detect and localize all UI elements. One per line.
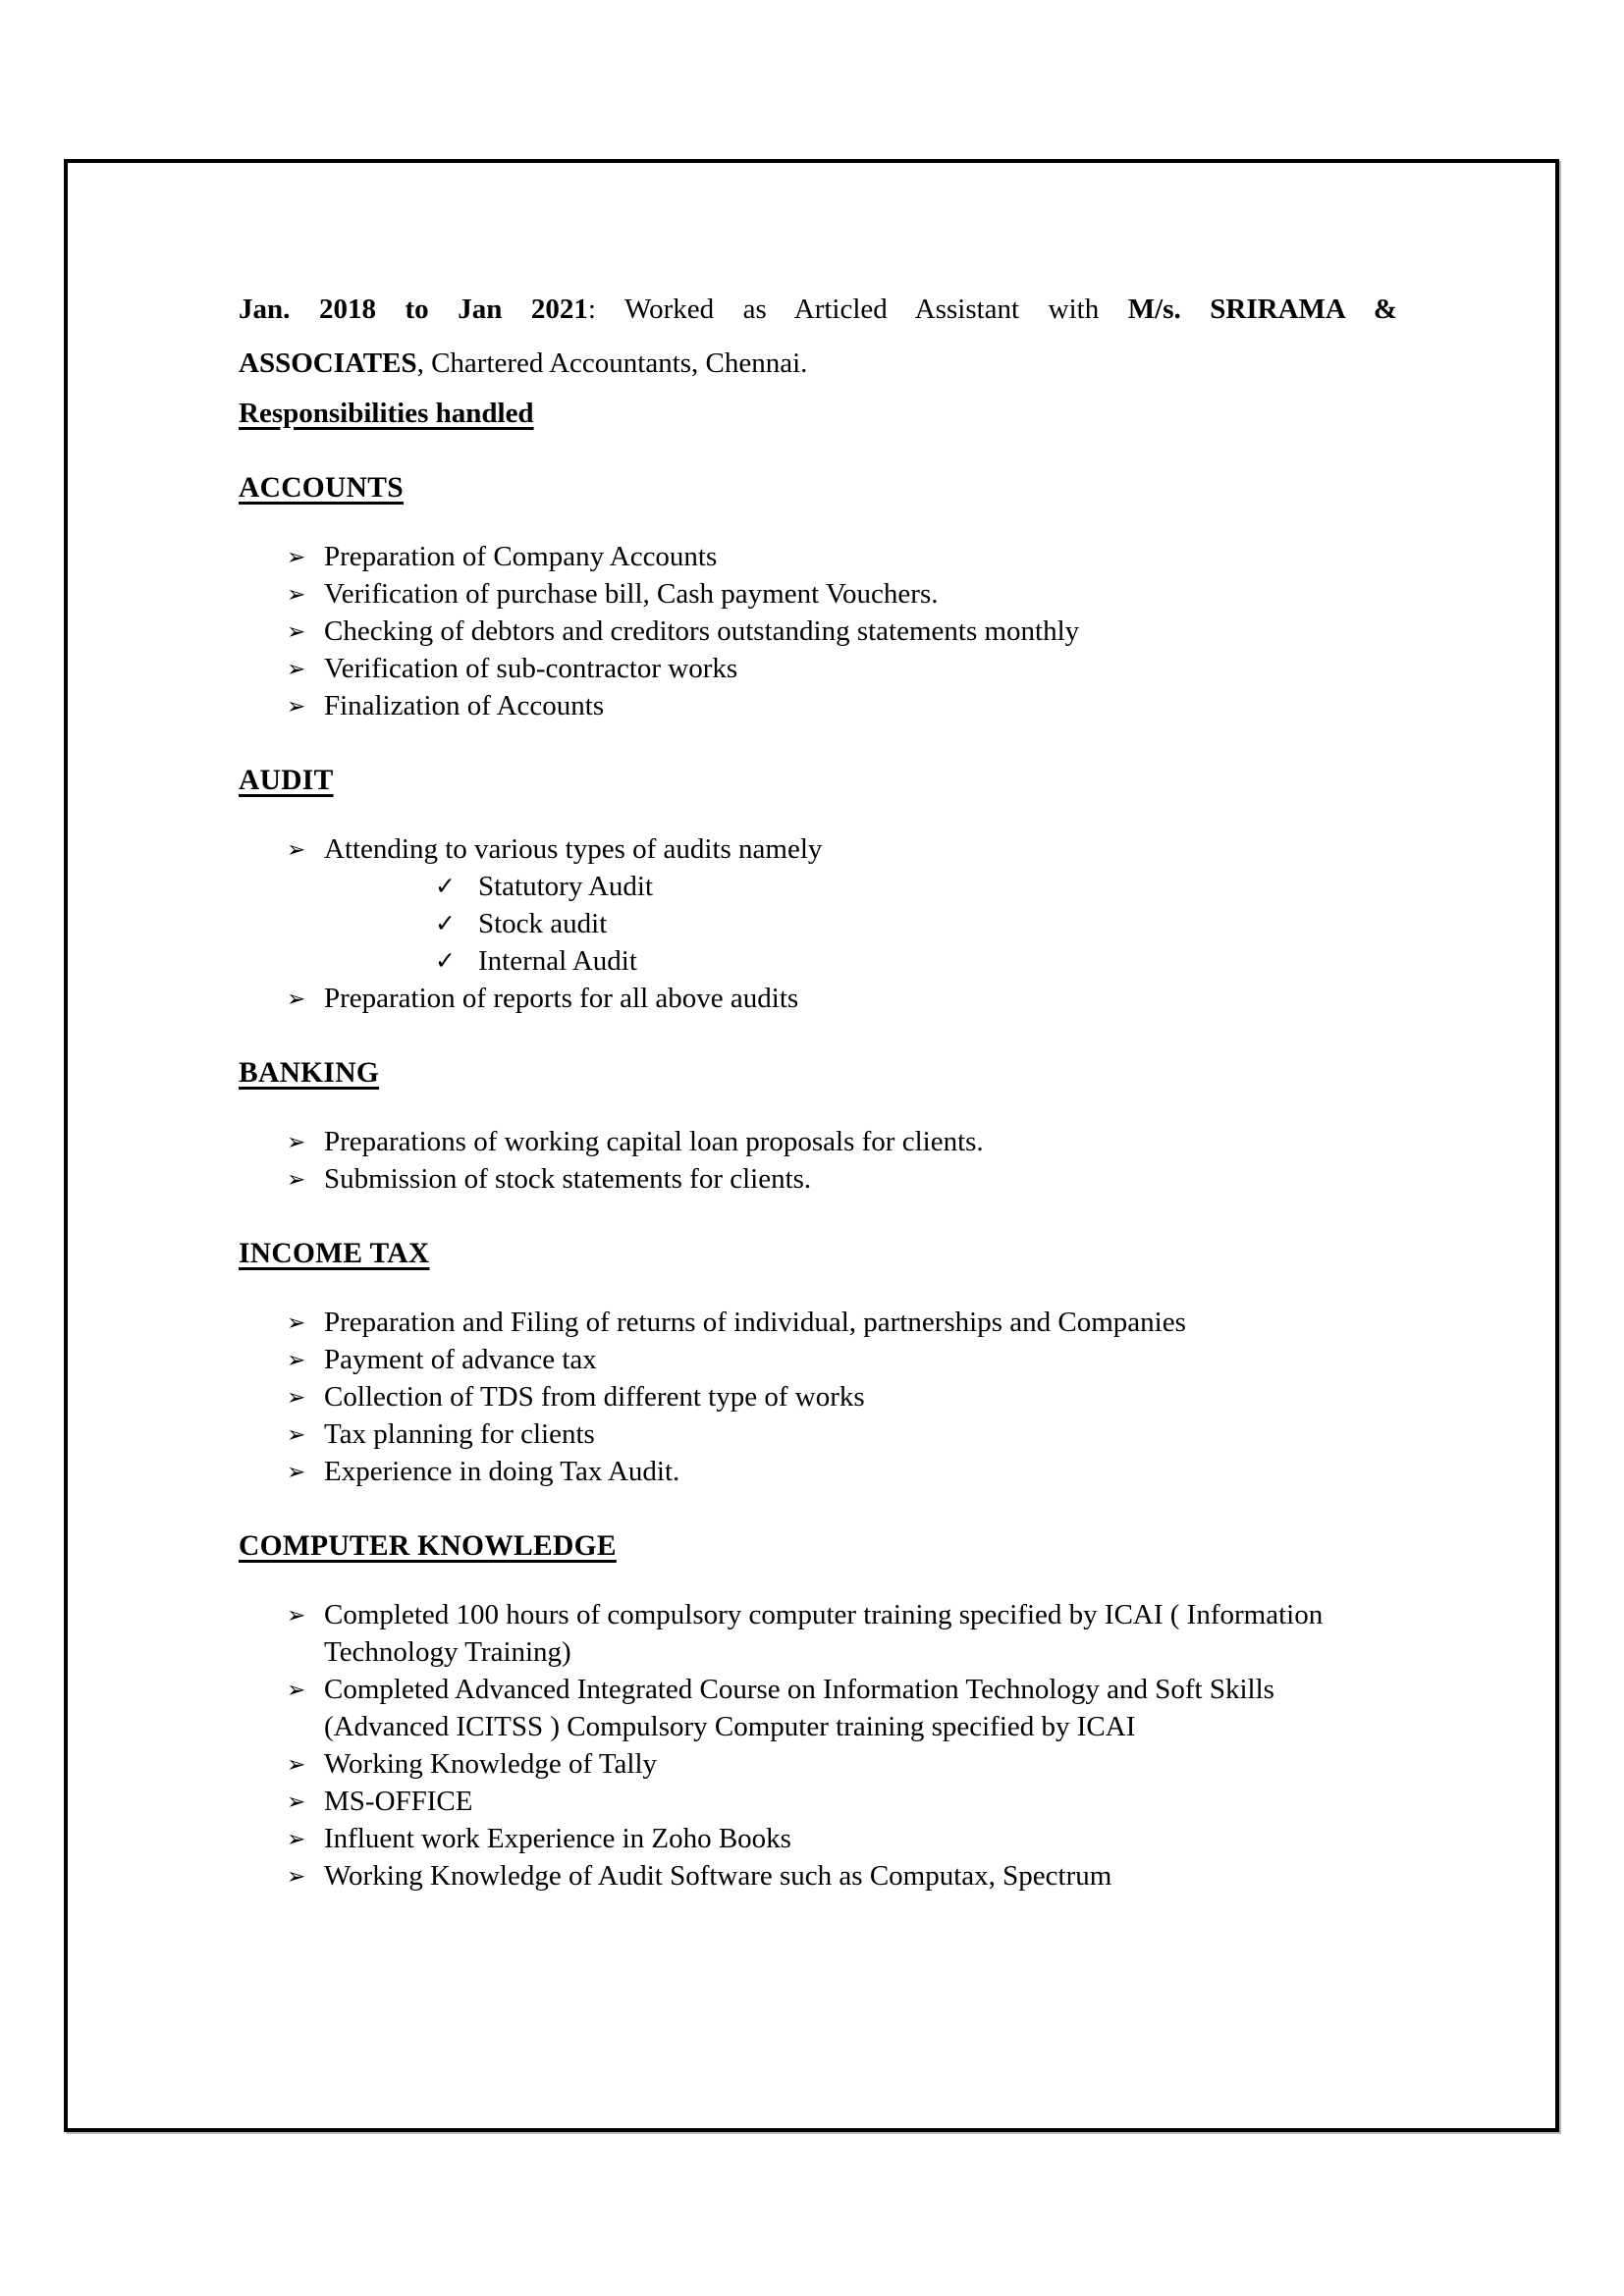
bullet-list <box>239 1123 1397 1198</box>
arrow-bullet-icon: ➢ <box>287 1678 306 1703</box>
arrow-bullet-icon: ➢ <box>287 1603 306 1629</box>
bullet-item <box>239 1783 1397 1820</box>
arrow-bullet-icon: ➢ <box>287 619 306 645</box>
bullet-item <box>239 1415 1397 1453</box>
bullet-item <box>239 1123 1397 1160</box>
bullet-item <box>239 830 1397 868</box>
check-icon: ✓ <box>435 909 456 937</box>
bullet-item <box>239 1453 1397 1490</box>
bullet-item <box>239 1820 1397 1857</box>
check-icon: ✓ <box>435 872 456 900</box>
bullet-text: Checking of debtors and creditors outstanding statements monthly <box>324 615 1080 647</box>
bullet-item <box>239 1341 1397 1378</box>
bullet-text: Payment of advance tax <box>324 1344 597 1375</box>
bullet-text: Preparation of Company Accounts <box>324 541 718 572</box>
bullet-item <box>239 1745 1397 1783</box>
bullet-text: Preparations of working capital loan proposals for clients. <box>324 1126 984 1157</box>
arrow-bullet-icon: ➢ <box>287 987 306 1012</box>
bullet-item <box>239 1378 1397 1415</box>
bullet-text: Working Knowledge of Tally <box>324 1748 658 1780</box>
section-computer-knowledge <box>239 1527 1397 1895</box>
arrow-bullet-icon: ➢ <box>287 1310 306 1336</box>
section-audit <box>239 762 1397 1017</box>
bullet-item <box>239 1671 1397 1745</box>
bullet-item <box>239 687 1397 724</box>
page-content <box>239 283 1397 1895</box>
check-item <box>239 868 1397 905</box>
arrow-bullet-icon: ➢ <box>287 1827 306 1852</box>
arrow-bullet-icon: ➢ <box>287 582 306 608</box>
bullet-text: Verification of sub-contractor works <box>324 653 738 684</box>
bullet-text: MS-OFFICE <box>324 1786 473 1817</box>
bold-text-segment: M/s. SRIRAMA & <box>1127 294 1397 325</box>
bullet-text: Tax planning for clients <box>324 1418 595 1450</box>
bullet-text: Verification of purchase bill, Cash payment Vouchers. <box>324 578 939 610</box>
sections-container <box>239 469 1397 1895</box>
bullet-text: Experience in doing Tax Audit. <box>324 1456 680 1487</box>
arrow-bullet-icon: ➢ <box>287 1385 306 1411</box>
bullet-text: Completed Advanced Integrated Course on Information Technology and Soft Skills (Advanced ICITSS ) Compulsory Computer training specified by ICAI <box>324 1674 1274 1742</box>
arrow-bullet-icon: ➢ <box>287 837 306 863</box>
bullet-item <box>239 1160 1397 1198</box>
text-segment: , Chartered Accountants, Chennai. <box>416 347 808 379</box>
bullet-item <box>239 1304 1397 1341</box>
section-banking <box>239 1054 1397 1198</box>
bullet-text: Collection of TDS from different type of works <box>324 1381 865 1413</box>
bullet-list <box>239 538 1397 724</box>
check-item <box>239 942 1397 980</box>
section-heading: ACCOUNTS <box>239 472 404 504</box>
bullet-item <box>239 1596 1397 1671</box>
arrow-bullet-icon: ➢ <box>287 1752 306 1778</box>
bold-text-segment: Jan. 2018 to Jan 2021 <box>239 294 588 325</box>
bullet-item <box>239 613 1397 650</box>
arrow-bullet-icon: ➢ <box>287 1789 306 1815</box>
bold-text-segment: ASSOCIATES <box>239 347 417 379</box>
arrow-bullet-icon: ➢ <box>287 694 306 720</box>
bullet-item <box>239 1857 1397 1895</box>
check-text: Stock audit <box>478 908 608 939</box>
arrow-bullet-icon: ➢ <box>287 1864 306 1890</box>
section-heading: INCOME TAX <box>239 1238 430 1269</box>
section-income-tax <box>239 1235 1397 1490</box>
bullet-item <box>239 980 1397 1017</box>
bullet-text: Preparation and Filing of returns of individual, partnerships and Companies <box>324 1307 1186 1338</box>
check-icon: ✓ <box>435 946 456 975</box>
section-accounts <box>239 469 1397 724</box>
bullet-text: Preparation of reports for all above audits <box>324 983 799 1014</box>
bullet-item <box>239 650 1397 687</box>
intro-line-1 <box>239 283 1397 337</box>
responsibilities-heading: Responsibilities handled <box>239 398 534 429</box>
check-item <box>239 905 1397 942</box>
check-text: Statutory Audit <box>478 871 654 902</box>
bullet-text: Working Knowledge of Audit Software such as Computax, Spectrum <box>324 1860 1112 1892</box>
section-heading: AUDIT <box>239 765 334 796</box>
bullet-text: Influent work Experience in Zoho Books <box>324 1823 791 1854</box>
arrow-bullet-icon: ➢ <box>287 1130 306 1155</box>
section-heading: COMPUTER KNOWLEDGE <box>239 1530 617 1562</box>
text-segment: : Worked as Articled Assistant with <box>587 294 1128 325</box>
arrow-bullet-icon: ➢ <box>287 1167 306 1193</box>
intro-line-2 <box>239 337 1397 391</box>
arrow-bullet-icon: ➢ <box>287 545 306 570</box>
check-text: Internal Audit <box>478 945 637 977</box>
section-heading: BANKING <box>239 1057 380 1089</box>
bullet-text: Finalization of Accounts <box>324 690 605 721</box>
bullet-text: Completed 100 hours of compulsory computer training specified by ICAI ( Information Technology Training) <box>324 1599 1324 1668</box>
bullet-item <box>239 575 1397 613</box>
bullet-text: Attending to various types of audits namely <box>324 833 823 865</box>
bullet-list <box>239 830 1397 1017</box>
arrow-bullet-icon: ➢ <box>287 1422 306 1448</box>
bullet-list <box>239 1304 1397 1490</box>
bullet-item <box>239 538 1397 575</box>
arrow-bullet-icon: ➢ <box>287 1348 306 1373</box>
arrow-bullet-icon: ➢ <box>287 657 306 682</box>
experience-paragraph <box>239 283 1397 391</box>
bullet-text: Submission of stock statements for clients. <box>324 1163 812 1195</box>
arrow-bullet-icon: ➢ <box>287 1460 306 1485</box>
bullet-list <box>239 1596 1397 1895</box>
